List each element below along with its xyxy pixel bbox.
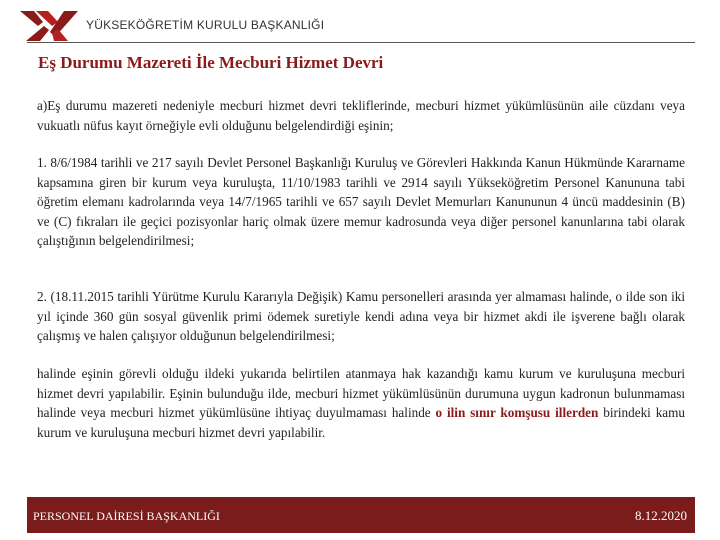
paragraph-conclusion <box>37 364 685 442</box>
conclusion-text-start: halinde eşinin görevli olduğu ildeki yukarıda belirtilen atanmaya hak kazandığı kamu kurum ve kuruluşuna mecburi hizmet devri yapılabilir. Eşinin bulunduğu ilde, mecburi hizmet yükümlüsünün durumuna uygun kadronun bulunmaması halinde veya mecburi hizmet yükümlüsüne ihtiyaç duyulmaması halinde <box>37 366 685 420</box>
highlighted-phrase: o ilin sınır komşusu illerden <box>435 405 599 420</box>
header-divider <box>27 42 695 43</box>
yok-logo-icon <box>20 9 78 43</box>
paragraph-a: a)Eş durumu mazereti nedeniyle mecburi hizmet devri tekliflerinde, mecburi hizmet yükümlüsünün aile cüzdanı veya vukuatlı nüfus kayıt örneğiyle evli olduğunu belgelendirdiği eşinin; <box>37 98 685 133</box>
page-title: Eş Durumu Mazereti İle Mecburi Hizmet Devri <box>38 53 384 72</box>
paragraph-2: 2. (18.11.2015 tarihli Yürütme Kurulu Kararıyla Değişik) Kamu personelleri arasında yer almaması halinde, o ilde son iki yıl içinde 360 gün sosyal güvenlik primi ödemek suretiyle kendi adına veya bir hizmet akdi ile işverene bağlı olarak çalışmış ve halen çalışıyor olduğunun belgelendirilmesi; <box>37 289 685 343</box>
footer-department: PERSONEL DAİRESİ BAŞKANLIĞI <box>33 509 220 523</box>
conclusion-text-end: birindeki kamu kurum ve kuruluşuna mecburi hizmet devri yapılabilir. <box>37 405 685 440</box>
footer-date: 8.12.2020 <box>635 508 687 523</box>
organization-name: YÜKSEKÖĞRETİM KURULU BAŞKANLIĞI <box>86 18 325 32</box>
footer-bar <box>27 497 695 533</box>
paragraph-1: 1. 8/6/1984 tarihli ve 217 sayılı Devlet Personel Başkanlığı Kuruluş ve Görevleri Hakkında Kanun Hükmünde Kararname kapsamına giren bir kurum veya kuruluşta, 11/10/1983 tarihli ve 2914 sayılı Yükseköğretim Personel Kanununa tabi öğretim elemanı kadrolarında veya 14/7/1965 tarihli ve 657 sayılı Devlet Memurları Kanununun 4 üncü maddesinin (B) ve (C) fıkraları ile geçici pozisyonlar hariç olmak üzere memur kadrosunda veya diğer personel kanunlarına tabi olarak çalıştığının belgelendirilmesi; <box>37 155 685 248</box>
